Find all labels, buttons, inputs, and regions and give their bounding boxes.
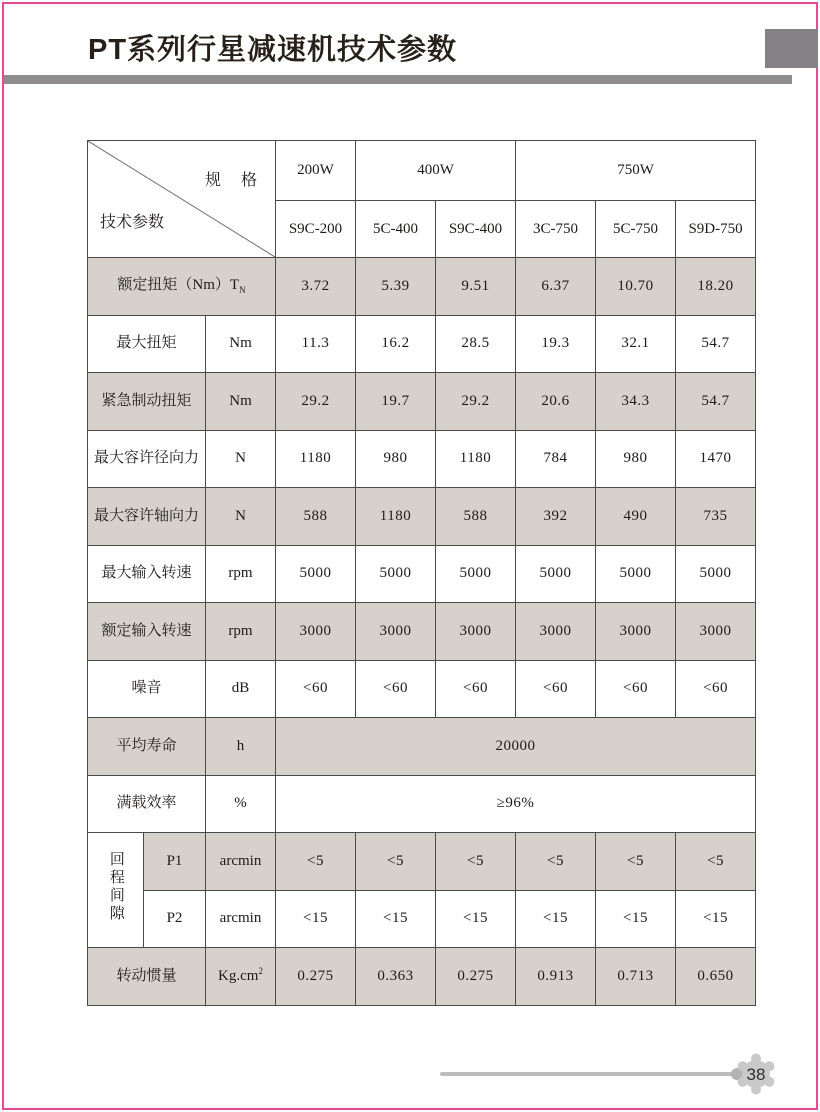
value-cell: 1180 <box>276 430 356 488</box>
value-cell: 28.5 <box>436 315 516 373</box>
model-header: S9C-200 <box>276 201 356 258</box>
table-row-noise <box>88 660 756 718</box>
unit-cell: h <box>206 718 276 776</box>
title-underline-bar <box>4 75 792 84</box>
model-header: 5C-750 <box>596 201 676 258</box>
value-cell: 5000 <box>516 545 596 603</box>
value-cell: <60 <box>356 660 436 718</box>
value-cell: <60 <box>516 660 596 718</box>
value-cell: 5000 <box>276 545 356 603</box>
row-label: 紧急制动扭矩 <box>88 373 206 431</box>
unit-cell: % <box>206 775 276 833</box>
unit-cell: N <box>206 430 276 488</box>
table-row-max-torque <box>88 315 756 373</box>
corner-param-label: 技术参数 <box>100 214 165 231</box>
value-cell: 1470 <box>676 430 756 488</box>
unit-cell: N <box>206 488 276 546</box>
value-cell: 18.20 <box>676 258 756 316</box>
value-cell: 784 <box>516 430 596 488</box>
unit-cell: Nm <box>206 373 276 431</box>
unit-cell: Nm <box>206 315 276 373</box>
merged-value-cell: 20000 <box>276 718 756 776</box>
table-row-max-input-speed <box>88 545 756 603</box>
unit-cell: arcmin <box>206 890 276 948</box>
diagonal-line <box>88 141 275 257</box>
value-cell: <15 <box>676 890 756 948</box>
value-cell: <15 <box>356 890 436 948</box>
row-label: 额定扭矩$(Nm)T_N$ <box>88 258 276 316</box>
value-cell: 3000 <box>596 603 676 661</box>
value-cell: 54.7 <box>676 373 756 431</box>
row-label: P1 <box>144 833 206 891</box>
row-label: 最大容许径向力 <box>88 430 206 488</box>
value-cell: <5 <box>436 833 516 891</box>
value-cell: <5 <box>356 833 436 891</box>
power-header-750w: 750W <box>516 141 756 201</box>
model-header: S9D-750 <box>676 201 756 258</box>
diagonal-corner-cell <box>88 141 276 258</box>
value-cell: <15 <box>436 890 516 948</box>
value-cell: 29.2 <box>276 373 356 431</box>
table-row-brake-torque <box>88 373 756 431</box>
model-header: 3C-750 <box>516 201 596 258</box>
row-label: 满载效率 <box>88 775 206 833</box>
row-label: 最大容许轴向力 <box>88 488 206 546</box>
value-cell: 3000 <box>356 603 436 661</box>
page-title: PT系列行星减速机技术参数 <box>88 34 458 66</box>
value-cell: 9.51 <box>436 258 516 316</box>
value-cell: <60 <box>276 660 356 718</box>
value-cell: 32.1 <box>596 315 676 373</box>
value-cell: <15 <box>596 890 676 948</box>
merged-value-cell: ≥96% <box>276 775 756 833</box>
row-label: 平均寿命 <box>88 718 206 776</box>
row-label: 噪音 <box>88 660 206 718</box>
superscript-2: 2 <box>258 966 263 977</box>
value-cell: 392 <box>516 488 596 546</box>
row-label: P2 <box>144 890 206 948</box>
row-label: 转动惯量 <box>88 948 206 1006</box>
value-cell: 0.275 <box>276 948 356 1006</box>
value-cell: 0.650 <box>676 948 756 1006</box>
value-cell: 34.3 <box>596 373 676 431</box>
value-cell: 0.363 <box>356 948 436 1006</box>
corner-spec-label: 规 格 <box>205 172 260 189</box>
header-corner-block <box>765 29 818 68</box>
value-cell: <5 <box>276 833 356 891</box>
value-cell: 980 <box>356 430 436 488</box>
row-label: 额定输入转速 <box>88 603 206 661</box>
value-cell: 3.72 <box>276 258 356 316</box>
value-cell: <5 <box>676 833 756 891</box>
unit-cell: rpm <box>206 603 276 661</box>
value-cell: 3000 <box>516 603 596 661</box>
value-cell: 0.913 <box>516 948 596 1006</box>
table-row-radial-force <box>88 430 756 488</box>
table-row-axial-force <box>88 488 756 546</box>
value-cell: 54.7 <box>676 315 756 373</box>
subscript-n: N <box>239 285 246 296</box>
value-cell: <5 <box>596 833 676 891</box>
backlash-group-label: 回程间隙 <box>88 833 144 948</box>
table-row-backlash-p2 <box>88 890 756 948</box>
table-row-inertia <box>88 948 756 1006</box>
value-cell: 5000 <box>356 545 436 603</box>
value-cell: 3000 <box>276 603 356 661</box>
value-cell: 588 <box>276 488 356 546</box>
row-label: 最大输入转速 <box>88 545 206 603</box>
value-cell: 20.6 <box>516 373 596 431</box>
table-row-efficiency <box>88 775 756 833</box>
table-row-rated-input-speed <box>88 603 756 661</box>
power-header-400w: 400W <box>356 141 516 201</box>
value-cell: 16.2 <box>356 315 436 373</box>
table-row-rated-torque <box>88 258 756 316</box>
value-cell: 5.39 <box>356 258 436 316</box>
value-cell: 19.3 <box>516 315 596 373</box>
unit-cell: dB <box>206 660 276 718</box>
footer-rule <box>440 1072 738 1076</box>
value-cell: <60 <box>676 660 756 718</box>
unit-cell: $Kg.cm^2$ <box>206 948 276 1006</box>
value-cell: 1180 <box>436 430 516 488</box>
value-cell: 0.275 <box>436 948 516 1006</box>
value-cell: 490 <box>596 488 676 546</box>
page-number-gear-badge <box>733 1051 779 1097</box>
value-cell: 10.70 <box>596 258 676 316</box>
value-cell: 5000 <box>596 545 676 603</box>
value-cell: 980 <box>596 430 676 488</box>
value-cell: 5000 <box>436 545 516 603</box>
table-row-average-life <box>88 718 756 776</box>
table-row-backlash-p1 <box>88 833 756 891</box>
value-cell: <5 <box>516 833 596 891</box>
value-cell: <60 <box>436 660 516 718</box>
value-cell: <60 <box>596 660 676 718</box>
model-header: 5C-400 <box>356 201 436 258</box>
unit-cell: rpm <box>206 545 276 603</box>
value-cell: <15 <box>516 890 596 948</box>
value-cell: <15 <box>276 890 356 948</box>
spec-table <box>87 140 756 1006</box>
value-cell: 6.37 <box>516 258 596 316</box>
table-header-row-powers <box>88 141 756 201</box>
page-number: 38 <box>746 1065 766 1084</box>
value-cell: 19.7 <box>356 373 436 431</box>
row-label: 最大扭矩 <box>88 315 206 373</box>
unit-cell: arcmin <box>206 833 276 891</box>
value-cell: 3000 <box>436 603 516 661</box>
value-cell: 11.3 <box>276 315 356 373</box>
model-header: S9C-400 <box>436 201 516 258</box>
value-cell: 1180 <box>356 488 436 546</box>
power-header-200w: 200W <box>276 141 356 201</box>
value-cell: 5000 <box>676 545 756 603</box>
value-cell: 3000 <box>676 603 756 661</box>
value-cell: 735 <box>676 488 756 546</box>
value-cell: 29.2 <box>436 373 516 431</box>
value-cell: 0.713 <box>596 948 676 1006</box>
value-cell: 588 <box>436 488 516 546</box>
